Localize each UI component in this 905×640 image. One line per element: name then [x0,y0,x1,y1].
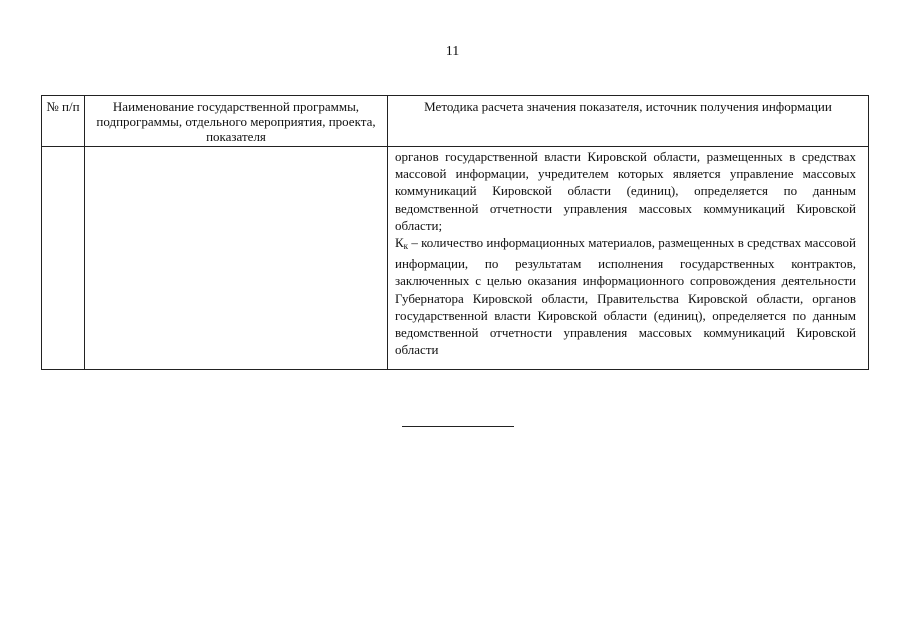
closing-rule [402,426,514,427]
indicator-methodology-table [41,95,869,370]
methodology-paragraph-2 [395,234,856,358]
cell-methodology [388,147,869,370]
methodology-paragraph-1: органов государственной власти Кировской области, размещенных в средствах массовой информации, учредителем которых является управление массовых коммуникаций Кировской области (единиц), определяется по данным ведомственной отчетности управления массовых коммуникаций Кировской области; [395,149,856,233]
table-row [42,147,869,370]
formula-symbol: К [395,235,404,251]
methodology-paragraph-2-text: – количество информационных материалов, размещенных в средствах массовой информации, по результатам исполнения государственных контрактов, заключенных с целью оказания информационного сопровождения деятельности Губернатора Кировской области, Правительства Кировской области, органов государственной власти Кировской области (единиц), определяется по данным ведомственной отчетности управления массовых коммуникаций Кировской области [395,235,856,358]
header-name: Наименование государственной программы, подпрограммы, отдельного мероприятия, проекта, показателя [85,96,388,147]
page-number: 11 [445,44,460,59]
formula-symbol-subscript: к [403,241,409,252]
header-number: № п/п [42,96,85,147]
header-methodology: Методика расчета значения показателя, источник получения информации [388,96,869,147]
cell-number [42,147,85,370]
cell-name [85,147,388,370]
table-header-row [42,96,869,147]
